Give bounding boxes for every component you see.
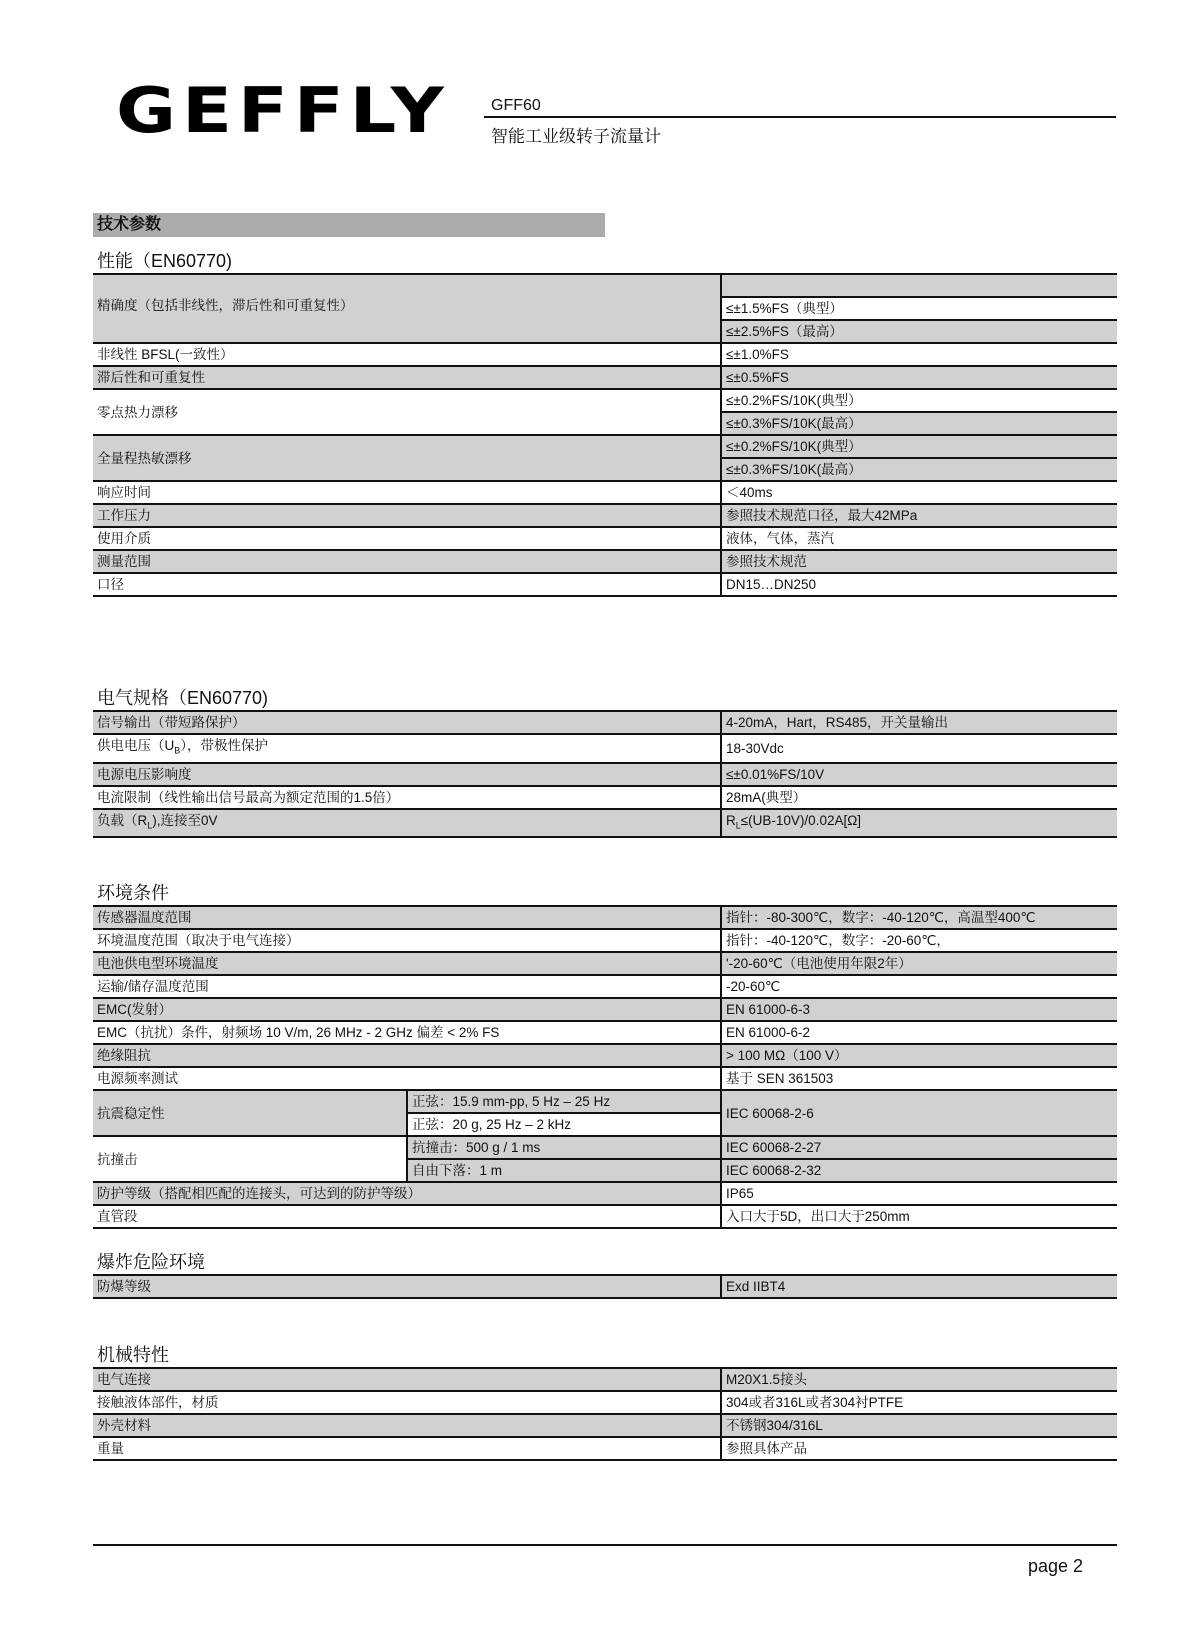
load-value <box>721 809 1117 838</box>
insulation-label: 绝缘阻抗 <box>93 1044 721 1067</box>
ex-rating-value: Exd IIBT4 <box>721 1276 1117 1298</box>
housing-value: 不锈钢304/316L <box>721 1414 1117 1437</box>
table-row <box>93 389 1117 412</box>
range-label: 测量范围 <box>93 550 721 573</box>
sensor-temp-value: 指针：-80-300℃，数字：-40-120℃，高温型400℃ <box>721 907 1117 929</box>
accuracy-label: 精确度（包括非线性，滞后性和可重复性） <box>93 275 721 343</box>
table-row <box>93 952 1117 975</box>
hysteresis-label: 滞后性和可重复性 <box>93 366 721 389</box>
nonlinearity-value: ≤±1.0%FS <box>721 343 1117 366</box>
table-row <box>93 1391 1117 1414</box>
product-name: 智能工业级转子流量计 <box>491 127 661 146</box>
output-value: 4-20mA，Hart，RS485，开关量输出 <box>721 712 1117 734</box>
table-row <box>93 1044 1117 1067</box>
table-row <box>93 1276 1117 1298</box>
response-value: ＜40ms <box>721 481 1117 504</box>
vibration-sub2: 正弦：20 g, 25 Hz – 2 kHz <box>407 1113 721 1136</box>
storage-value: -20-60℃ <box>721 975 1117 998</box>
emc-emit-label: EMC(发射） <box>93 998 721 1021</box>
load-label-text: 负载（R <box>97 812 148 828</box>
housing-label: 外壳材料 <box>93 1414 721 1437</box>
ambient-label: 环境温度范围（取决于电气连接） <box>93 929 721 952</box>
supply-value: 18-30Vdc <box>721 734 1117 763</box>
span-drift-label: 全量程热敏漂移 <box>93 435 721 481</box>
connection-label: 电气连接 <box>93 1369 721 1391</box>
ex-rating-label: 防爆等级 <box>93 1276 721 1298</box>
section-title: 性能（EN60770) <box>93 246 1117 275</box>
footer-divider <box>93 1544 1117 1546</box>
load-label-suffix: ),连接至0V <box>152 812 218 828</box>
response-label: 响应时间 <box>93 481 721 504</box>
vibration-sub1: 正弦：15.9 mm-pp, 5 Hz – 25 Hz <box>407 1090 721 1113</box>
emc-emit-value: EN 61000-6-3 <box>721 998 1117 1021</box>
supply-effect-value: ≤±0.01%FS/10V <box>721 763 1117 786</box>
bore-value: DN15…DN250 <box>721 573 1117 596</box>
zero-drift-max: ≤±0.3%FS/10K(最高） <box>721 412 1117 435</box>
table-row <box>93 343 1117 366</box>
vibration-label: 抗震稳定性 <box>93 1090 407 1136</box>
pressure-label: 工作压力 <box>93 504 721 527</box>
section-title: 爆炸危险环境 <box>93 1247 1117 1276</box>
medium-value: 液体，气体，蒸汽 <box>721 527 1117 550</box>
section-title: 机械特性 <box>93 1340 1117 1369</box>
tech-params-heading: 技术参数 <box>93 213 605 237</box>
supply-effect-label: 电源电压影响度 <box>93 763 721 786</box>
mechanical-section <box>93 1340 1117 1461</box>
bore-label: 口径 <box>93 573 721 596</box>
sensor-temp-label: 传感器温度范围 <box>93 907 721 929</box>
weight-value: 参照具体产品 <box>721 1437 1117 1460</box>
supply-label <box>93 734 721 763</box>
battery-label: 电池供电型环境温度 <box>93 952 721 975</box>
accuracy-blank <box>721 275 1117 297</box>
emc-immunity-label: EMC（抗扰）条件，射频场 10 V/m, 26 MHz - 2 GHz 偏差 < 2% FS <box>93 1021 721 1044</box>
span-drift-typ: ≤±0.2%FS/10K(典型） <box>721 435 1117 458</box>
table-row <box>93 1369 1117 1391</box>
section-title: 环境条件 <box>93 878 1117 907</box>
weight-label: 重量 <box>93 1437 721 1460</box>
vibration-value: IEC 60068-2-6 <box>721 1090 1117 1136</box>
shock-label: 抗撞击 <box>93 1136 407 1182</box>
header-divider <box>484 116 1116 118</box>
protection-label: 防护等级（搭配相匹配的连接头，可达到的防护等级） <box>93 1182 721 1205</box>
electrical-table <box>93 712 1117 838</box>
accuracy-typ: ≤±1.5%FS（典型） <box>721 297 1117 320</box>
current-label: 电流限制（线性输出信号最高为额定范围的1.5倍） <box>93 786 721 809</box>
electrical-section <box>93 683 1117 838</box>
range-value: 参照技术规范 <box>721 550 1117 573</box>
section-title: 电气规格（EN60770) <box>93 683 1117 712</box>
table-row <box>93 998 1117 1021</box>
mechanical-table <box>93 1369 1117 1461</box>
load-value-text: R <box>726 812 736 828</box>
table-row <box>93 504 1117 527</box>
table-row <box>93 734 1117 763</box>
table-row <box>93 786 1117 809</box>
model-number: GFF60 <box>491 97 541 114</box>
zero-drift-typ: ≤±0.2%FS/10K(典型） <box>721 389 1117 412</box>
environment-table <box>93 907 1117 1229</box>
shock-sub1-value: IEC 60068-2-27 <box>721 1136 1117 1159</box>
table-row <box>93 435 1117 458</box>
pressure-value: 参照技术规范口径，最大42MPa <box>721 504 1117 527</box>
straight-run-label: 直管段 <box>93 1205 721 1228</box>
table-row <box>93 481 1117 504</box>
load-value-suffix: ≤(UB-10V)/0.02A[Ω] <box>740 812 862 828</box>
straight-run-value: 入口大于5D，出口大于250mm <box>721 1205 1117 1228</box>
performance-section <box>93 246 1117 597</box>
accuracy-max: ≤±2.5%FS（最高） <box>721 320 1117 343</box>
span-drift-max: ≤±0.3%FS/10K(最高） <box>721 458 1117 481</box>
load-label-subscript: L <box>147 820 153 831</box>
explosion-table <box>93 1276 1117 1299</box>
table-row <box>93 1182 1117 1205</box>
battery-value: '-20-60℃（电池使用年限2年） <box>721 952 1117 975</box>
mains-value: 基于 SEN 361503 <box>721 1067 1117 1090</box>
performance-table <box>93 275 1117 597</box>
shock-sub2: 自由下落：1 m <box>407 1159 721 1182</box>
page-number: page 2 <box>1028 1556 1084 1576</box>
table-row <box>93 527 1117 550</box>
ambient-value: 指针：-40-120℃，数字：-20-60℃， <box>721 929 1117 952</box>
current-value: 28mA(典型） <box>721 786 1117 809</box>
medium-label: 使用介质 <box>93 527 721 550</box>
shock-sub2-value: IEC 60068-2-32 <box>721 1159 1117 1182</box>
table-row <box>93 907 1117 929</box>
supply-label-text: 供电电压（U <box>97 738 175 753</box>
table-row <box>93 275 1117 297</box>
table-row <box>93 975 1117 998</box>
insulation-value: > 100 MΩ（100 V） <box>721 1044 1117 1067</box>
table-row <box>93 1067 1117 1090</box>
connection-value: M20X1.5接头 <box>721 1369 1117 1391</box>
table-row <box>93 1136 1117 1159</box>
hysteresis-value: ≤±0.5%FS <box>721 366 1117 389</box>
environment-section <box>93 878 1117 1229</box>
mains-label: 电源频率测试 <box>93 1067 721 1090</box>
table-row <box>93 1414 1117 1437</box>
protection-value: IP65 <box>721 1182 1117 1205</box>
emc-immunity-value: EN 61000-6-2 <box>721 1021 1117 1044</box>
output-label: 信号输出（带短路保护） <box>93 712 721 734</box>
table-row <box>93 809 1117 838</box>
table-row <box>93 763 1117 786</box>
table-row <box>93 1437 1117 1460</box>
table-row <box>93 550 1117 573</box>
table-row <box>93 929 1117 952</box>
table-row <box>93 1021 1117 1044</box>
table-row <box>93 573 1117 596</box>
wetted-parts-label: 接触液体部件，材质 <box>93 1391 721 1414</box>
supply-label-suffix: ），带极性保护 <box>180 738 269 753</box>
supply-label-subscript: B <box>174 745 181 756</box>
storage-label: 运输/储存温度范围 <box>93 975 721 998</box>
brand-logo: GEFFLY <box>116 74 450 147</box>
table-row <box>93 712 1117 734</box>
table-row <box>93 1090 1117 1113</box>
table-row <box>93 366 1117 389</box>
shock-sub1: 抗撞击：500 g / 1 ms <box>407 1136 721 1159</box>
table-row <box>93 1205 1117 1228</box>
nonlinearity-label: 非线性 BFSL(一致性） <box>93 343 721 366</box>
wetted-parts-value: 304或者316L或者304衬PTFE <box>721 1391 1117 1414</box>
explosion-section <box>93 1247 1117 1299</box>
load-value-subscript: L <box>735 820 741 831</box>
zero-drift-label: 零点热力漂移 <box>93 389 721 435</box>
load-label <box>93 809 721 838</box>
